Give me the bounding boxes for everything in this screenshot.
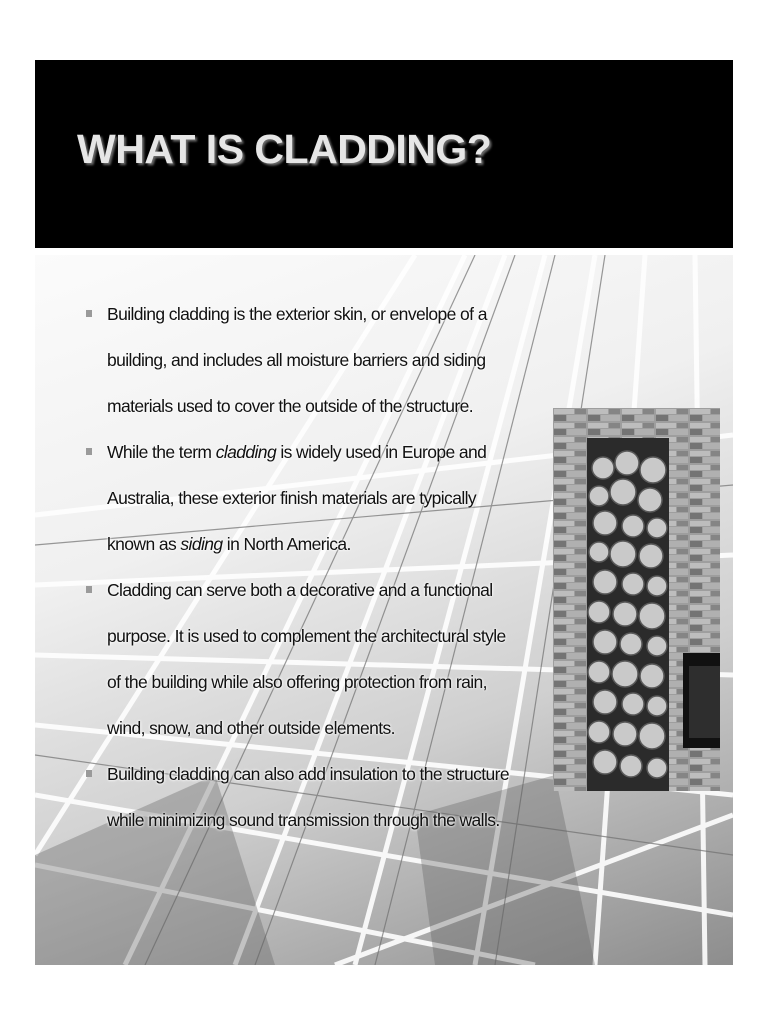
- title-bar: [35, 60, 733, 248]
- stone-wall-firewood-niche-photo: [553, 408, 720, 791]
- bullet-text: Building cladding is the exterior skin, or envelope of a building, and includes all moisture barriers and siding materials used to cover the outside of the structure.: [107, 304, 487, 416]
- bullet-text: Cladding can serve both a decorative and a functional purpose. It is used to complement the architectural style of the building while also offering protection from rain, wind, snow, and other outside elements.: [107, 580, 506, 738]
- slide: [35, 60, 733, 965]
- bullet-text: in North America.: [222, 534, 351, 554]
- bullet-marker-icon: [86, 770, 92, 777]
- bullet-item: [83, 429, 523, 567]
- bullet-emphasis: siding: [180, 534, 223, 554]
- bullet-list: [83, 291, 523, 843]
- bullet-marker-icon: [86, 310, 92, 317]
- slide-title: WHAT IS CLADDING?: [77, 126, 492, 172]
- bullet-text: While the term: [107, 442, 216, 462]
- bullet-marker-icon: [86, 586, 92, 593]
- bullet-item: [83, 291, 523, 429]
- bullet-emphasis: cladding: [215, 442, 277, 462]
- bullet-text: is widely used in Europe and Australia, these exterior finish materials are typically known as: [107, 442, 487, 554]
- bullet-marker-icon: [86, 448, 92, 455]
- bullet-item: [83, 751, 523, 843]
- content-area: [35, 255, 733, 965]
- bullet-text: Building cladding can also add insulation to the structure while minimizing sound transmission through the walls.: [107, 764, 510, 830]
- bullet-item: [83, 567, 523, 751]
